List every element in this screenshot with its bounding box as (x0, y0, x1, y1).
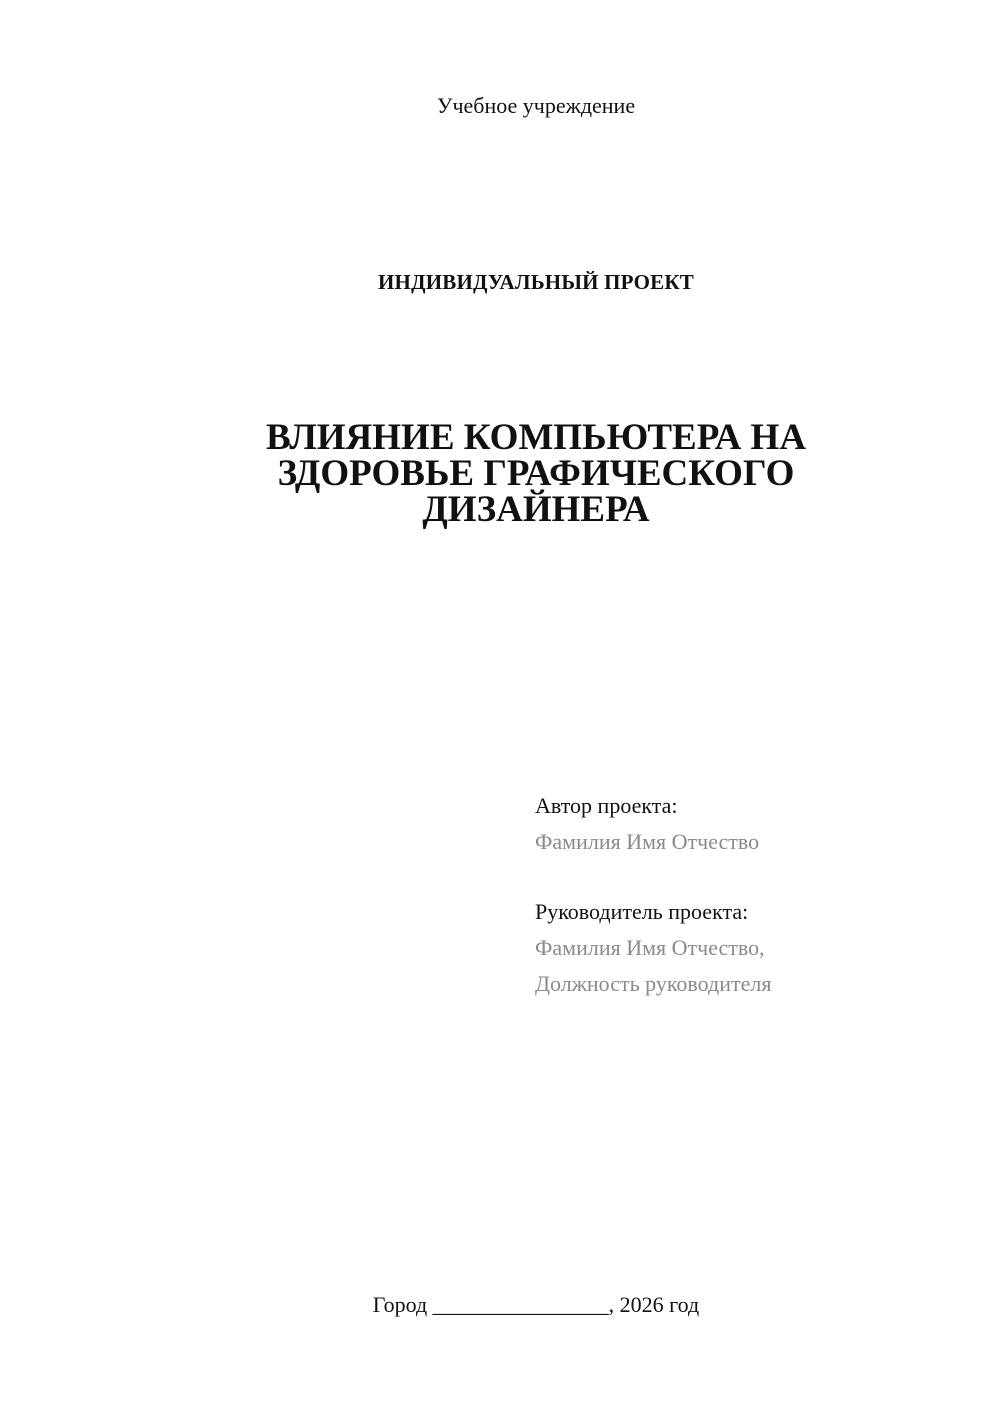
supervisor-position: Должность руководителя (535, 971, 772, 996)
project-title-line: ДИЗАЙНЕРА (422, 489, 650, 530)
project-title-line: ВЛИЯНИЕ КОМПЬЮТЕРА НА (265, 417, 807, 458)
supervisor-name: Фамилия Имя Отчество, (535, 935, 765, 960)
project-title (0, 417, 1000, 530)
supervisor-label: Руководитель проекта: (535, 899, 749, 924)
credits-block (535, 788, 935, 1002)
author-name: Фамилия Имя Отчество (535, 829, 760, 854)
credits-spacer (535, 860, 935, 894)
author-label: Автор проекта: (535, 793, 678, 818)
document-type: ИНДИВИДУАЛЬНЫЙ ПРОЕКТ (378, 270, 694, 294)
institution-name: Учебное учреждение (436, 93, 636, 118)
city-year-line: Город ________________, 2026 год (372, 1292, 700, 1317)
project-title-line: ЗДОРОВЬЕ ГРАФИЧЕСКОГО (277, 453, 795, 494)
